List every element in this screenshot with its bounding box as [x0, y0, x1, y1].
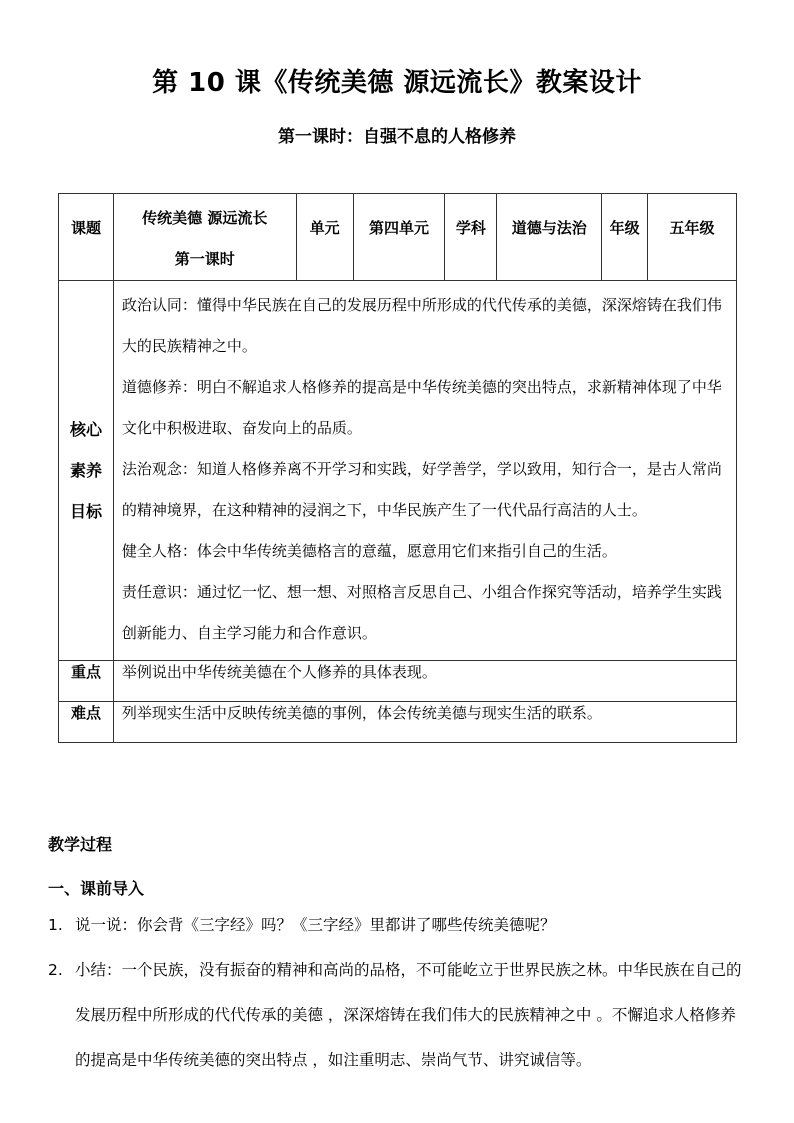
- lesson-value-line2: 第一课时: [174, 250, 235, 268]
- lesson-value-line1: 传统美德 源远流长: [142, 209, 268, 227]
- subject-label: 学科: [455, 219, 486, 237]
- core-goals-row: [59, 281, 737, 661]
- document-subtitle: 第一课时：自强不息的人格修养: [278, 127, 516, 147]
- grade-label-cell: [602, 194, 648, 281]
- difficulty-row: [59, 702, 737, 743]
- unit-label: 单元: [309, 219, 340, 237]
- goal-responsibility: 责任意识：通过忆一忆、想一想、对照格言反思自己、小组合作探究等活动，培养学生实践创新能力、自主学习能力和合作意识。: [121, 583, 722, 642]
- list-item-number: 1.: [48, 916, 63, 934]
- list-item: [48, 903, 748, 948]
- goal-political: 政治认同：懂得中华民族在自己的发展历程中所形成的代代传承的美德，深深熔铸在我们伟大的民族精神之中。: [121, 296, 722, 355]
- core-label-line3: 目标: [69, 502, 102, 521]
- list-item-text: 小结：一个民族，没有振奋的精神和高尚的品格，不可能屹立于世界民族之林。中华民族在自己的发展历程中所形成的代代传承的美德 ，深深熔铸在我们伟大的民族精神之中 。不懈追求人格修养的提高是中华传统美德的突出特点 ，如注重明志、崇尚气节、讲究诚信等。: [75, 961, 742, 1069]
- subject-value: 道德与法治: [511, 219, 587, 237]
- goal-law: 法治观念：知道人格修养离不开学习和实践，好学善学，学以致用，知行合一，是古人常尚的精神境界，在这种精神的浸润之下，中华民族产生了一代代品行高洁的人士。: [121, 460, 722, 519]
- difficulty-text: 列举现实生活中反映传统美德的事例，体会传统美德与现实生活的联系。: [113, 702, 736, 743]
- core-label-line1: 核心: [69, 420, 102, 439]
- core-label-line2: 素养: [69, 461, 102, 480]
- difficulty-label: 难点: [59, 702, 114, 743]
- unit-value-cell: [353, 194, 445, 281]
- list-item-text: 说一说：你会背《三字经》吗？《三字经》里都讲了哪些传统美德呢？: [75, 916, 556, 934]
- core-goals-content: [113, 281, 736, 661]
- intro-list: [48, 903, 748, 1083]
- list-item: [48, 948, 748, 1083]
- process-heading: 教学过程: [48, 835, 113, 854]
- lesson-label-cell: [59, 194, 114, 281]
- goal-personality: 健全人格：体会中华传统美德格言的意蕴，愿意用它们来指引自己的生活。: [121, 542, 617, 560]
- grade-value-cell: [648, 194, 737, 281]
- subject-value-cell: [497, 194, 602, 281]
- grade-label: 年级: [609, 219, 640, 237]
- header-row: [59, 194, 737, 281]
- unit-value: 第四单元: [368, 219, 429, 237]
- lesson-value-cell: [113, 194, 296, 281]
- core-goals-label-cell: [59, 281, 114, 661]
- lesson-plan-table: [58, 193, 737, 743]
- key-point-label: 重点: [59, 661, 114, 702]
- lesson-label: 课题: [70, 219, 101, 237]
- key-point-row: [59, 661, 737, 702]
- list-item-number: 2.: [48, 961, 63, 979]
- grade-value: 五年级: [669, 219, 715, 237]
- goal-moral: 道德修养：明白不解追求人格修养的提高是中华传统美德的突出特点，求新精神体现了中华文化中积极进取、奋发向上的品质。: [121, 378, 722, 437]
- subject-label-cell: [445, 194, 497, 281]
- document-title: 第 10 课《传统美德 源远流长》教案设计: [152, 68, 642, 98]
- key-point-text: 举例说出中华传统美德在个人修养的具体表现。: [113, 661, 736, 702]
- unit-label-cell: [296, 194, 353, 281]
- section-intro-heading: 一、课前导入: [48, 879, 145, 898]
